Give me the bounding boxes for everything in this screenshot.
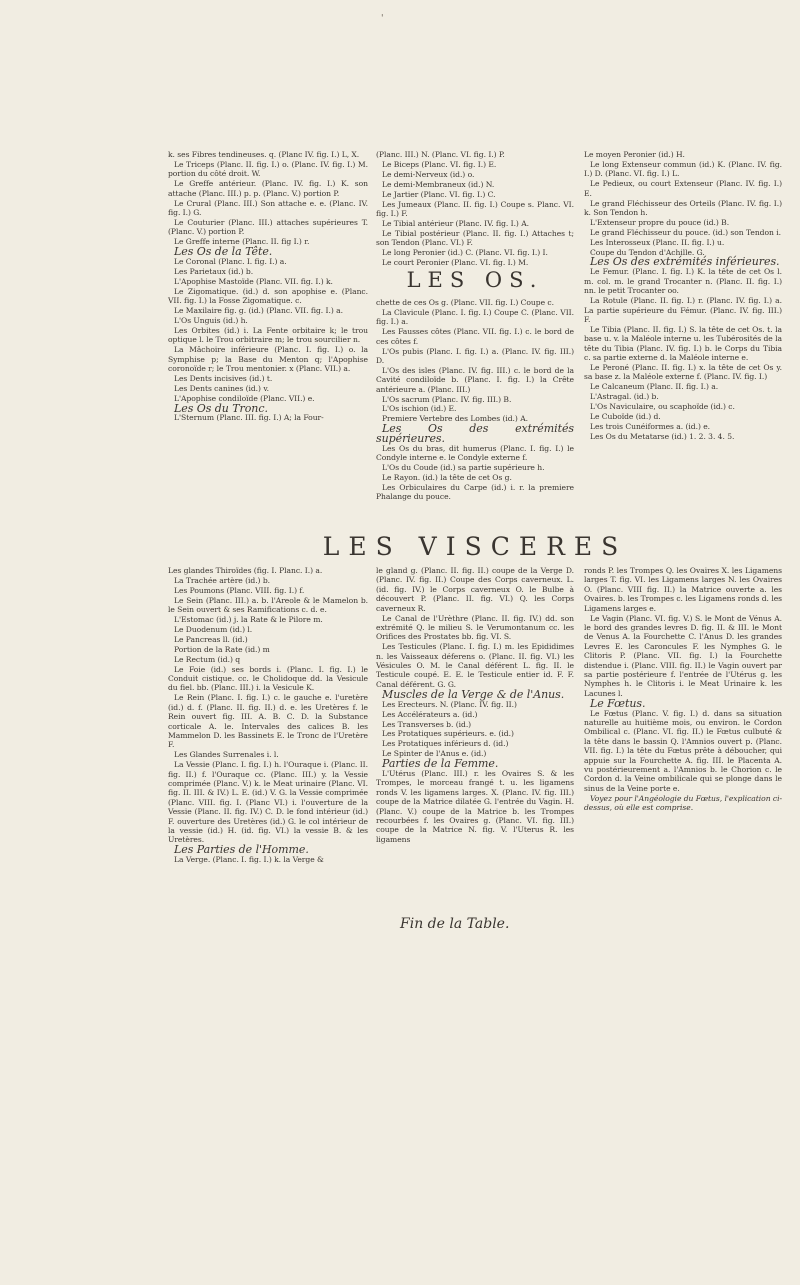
entry-text: Le Tibial postérieur (Planc. II. fig. I.) Attaches t; son Tendon (Planc. VI.) F. [376,228,574,248]
entry-text: L'Apophise Mastoïde (Planc. VII. fig. I.) k. [174,276,333,286]
entry-text: Le Duodenum (id.) l. [174,624,253,634]
extremites-inferieures-list [584,267,782,441]
entry-text: Les Protatiques supérieurs. e. (id.) [382,729,514,739]
entry-text: La Clavicule (Planc. I. fig. I.) Coupe C. (Planc. VII. fig. I.) a. [376,307,574,327]
entry-text: Le Femur. (Planc. I. fig. I.) K. la tête de cet Os l. m. col. m. le grand Trocanter n. (Planc. II. fig. I.) nn. le petit Trocanter oo. [584,267,782,296]
entry-text: Les Testicules (Planc. I. fig. I.) m. les Epididimes n. les Vaisseaux déferens o. (Planc. II. fig. VI.) les Vésicules O. M. le Canal déférent L. fig. II. le Testicule coupé. E. E. le Testicule entier id. F. F. Canal déférent. G. G. [376,642,574,689]
entry-text: Le Sein (Planc. III.) a. b. l'Areole & le Mamelon b. le Sein ouvert & ses Ramifications c. d. e. [168,595,368,615]
os-tronc-list-2 [376,298,574,424]
entry-text: Le Pedieux, ou court Extenseur (Planc. IV. fig. I.) E. [584,179,782,198]
entry-text: k. ses Fibres tendineuses. q. (Planc IV. fig. I.) L, X. [168,150,360,159]
entry-text: Les Orbites (id.) i. La Fente orbitaire k; le trou optique l. le Trou orbitraire m; le trou sourcilier n. [168,325,368,345]
entry-text: L'Os Unguis (id.) h. [174,315,248,325]
extremites-superieures-list [376,444,574,502]
entry-text: La Mâchoire inférieure (Planc. I. fig. I.) o. la Symphise p; la Base du Menton q; l'Apophise coronoïde r; le Trou mentonier. x (Planc. VII.) a. [168,345,368,373]
entry-text: Les Transverses b. (id.) [382,719,472,729]
top-column-2 [376,150,574,268]
entry-text: Les Interosseux (Planc. II. fig. I.) u. [590,237,725,247]
visceres-list-3 [584,566,782,698]
entry-text: L'Os sacrum (Planc. IV. fig. III.) B. [382,394,512,404]
entry-text: Le long Extenseur commun (id.) K. (Planc. IV. fig. I.) D. (Planc. VI. fig. I.) L. [584,159,782,179]
entry-text: Portion de la Rate (id.) m [174,644,270,654]
entry-text: L'Os des isles (Planc. IV. fig. III.) c. le bord de la Cavité condiloïde b. (Planc. I. fig. I.) la Crête antérieure a. (Planc. III.) [376,365,574,394]
entry-text: Le Foie (id.) ses bords i. (Planc. I. fig. I.) le Conduit cistique. cc. le Cholidoque dd. la Vesicule du fiel. bb. (Planc. III.) i. la Vesicule K. [168,664,368,693]
entry-text: L'Os du Coude (id.) sa partie supérieure h. [382,462,545,472]
entry-text: Les Protatiques inférieurs d. (id.) [382,739,509,749]
entry-text: Les Fausses côtes (Planc. VII. fig. I.) c. le bord de ces côtes f. [376,327,574,346]
parties-femme-list [376,769,574,844]
entry-text: Le Peroné (Planc. II. fig. I.) x. la tête de cet Os y. sa base z. la Maléole externe f. (Planc. IV. fig. I.) [584,362,782,382]
entry-text: Le Jartier (Planc. VI. fig. I.) C. [382,189,496,199]
entry-text: Les trois Cunéiformes a. (id.) e. [590,421,711,431]
entry-text: Le Greffe antérieur. (Planc. IV. fig. I.) K. son attache (Planc. III.) p. p. (Planc. V.) portion P. [168,179,368,198]
parties-homme-list [168,855,368,864]
entry-text: L'Os Naviculaire, ou scaphoïde (id.) c. [590,402,735,412]
muscles-list-1 [168,150,368,247]
entry-text: L'Os ischion (id.) E. [382,404,457,414]
entry-text: Le Vagin (Planc. VI. fig. V.) S. le Mont de Vénus A. le bord des grandes levres D. fig. II. & III. le Mont de Venus A. la Fourchette C. l'Anus D. les grandes Levres E. les Caroncules F. les Nymphes G. le Clitoris P. (Planc. VII. fig. I.) la Fourchette distendue i. (Planc. VIII. fig. II.) le Vagin ouvert par sa partie postérieure f. l'entrée de l'Utérus g. les Nymphes h. le Clitoris i. le Meat Urinaire k. les Lacunes l. [584,613,782,698]
entry-text: Le Canal de l'Urèthre (Planc. II. fig. IV.) dd. son extrémité Q. le milieu S. le Verumontanum cc. les Orifices des Prostates bb. fig. VI. S. [376,613,574,642]
entry-text: Le Greffe interne (Planc. II. fig I.) r. [174,237,310,247]
bottom-column-3 [584,566,782,813]
entry-text: La Rotule (Planc. II. fig. I.) r. (Planc. IV. fig. I.) a. La partie supérieure du Fémur. (Planc. IV. fig. III.) F. [584,296,782,324]
os-tronc-list [168,413,368,422]
entry-text: Le Crural (Planc. III.) Son attache e. e. (Planc. IV. fig. I.) G. [168,198,368,217]
section-title-extremites-superieures: Les Os des extrémités supérieures. [376,422,574,445]
entry-text: Le court Peronier (Planc. VI. fig. I.) M. [382,257,529,267]
entry-text: Premiere Vertebre des Lombes (id.) A. [382,414,528,424]
entry-text: Voyez pour l'Angéologie du Fœtus, l'explication ci-dessus, où elle est comprise. [584,793,782,813]
top-column-3 [584,150,782,442]
entry-text: Le Zigomatique. (id.) d. son apophise e. (Planc. VII. fig. I.) la Fosse Zigomatique. c. [168,286,368,306]
section-title-os-tronc: Les Os du Tronc. [174,401,268,415]
section-title-parties-femme: Parties de la Femme. [382,757,499,771]
top-column-1 [168,150,368,423]
entry-text: L'Extenseur propre du pouce (id.) B. [590,217,730,227]
entry-text: Les Jumeaux (Planc. II. fig. I.) Coupe s. Planc. VI. fig. I.) F. [376,199,574,218]
les-os-title: LES OS. [406,268,544,292]
entry-text: Le moyen Peronier (id.) H. [584,150,685,159]
entry-text: Le grand Fléchisseur du pouce. (id.) son Tendon i. [590,227,781,237]
section-title-os-tete: Les Os de la Tête. [174,245,273,259]
entry-text: Les Glandes Surrenales i. l. [174,750,279,760]
entry-text: L'Sternum (Planc. III. fig. I.) A; la Four- [174,413,324,423]
entry-text: Le grand Fléchisseur des Orteils (Planc. IV. fig. I.) k. Son Tendon h. [584,198,782,217]
entry-text: Le Couturier (Planc. III.) attaches supérieures T. (Planc. V.) portion P. [168,217,368,237]
entry-text: Le Rein (Planc. I. fig. I.) c. le gauche e. l'uretère (id.) d. f. (Planc. II. fig. II.) d. e. les Uretères f. le Rein ouvert fig. III. A. B. C. D. la Substance corticale A. le. Intervales des calices B. les Mammelon D. les Bassinets E. le Tronc de l'Uretère F. [168,693,368,750]
entry-text: Coupe du Tendon d'Achille. G. [590,247,705,257]
entry-text: Le Rectum (id.) q [174,654,241,664]
entry-text: Les Poumons (Planc. VIII. fig. I.) f. [174,585,305,595]
muscles-list-2 [376,150,574,267]
entry-text: (Planc. III.) N. (Planc. VI. fig. I.) P. [376,150,505,159]
entry-text: Le Cuboïde (id.) d. [590,411,661,421]
section-title-extremites-inferieures: Les Os des extrémités inférieures. [590,255,780,269]
entry-text: L'Astragal. (id.) b. [590,392,659,402]
muscles-verge-list [376,700,574,759]
section-title-foetus: Le Fœtus. [590,696,646,710]
foetus-list [584,709,782,813]
muscles-list-3 [584,150,782,257]
header-mark: ' [381,14,384,24]
section-title-parties-homme: Les Parties de l'Homme. [174,843,309,857]
entry-text: Les Parietaux (id.) b. [174,266,254,276]
entry-text: Le Fœtus (Planc. V. fig. I.) d. dans sa situation naturelle au huitième mois, ou environ. le Cordon Ombilical c. (Planc. VI. fig. II.) le Fœtus culbuté & la tête dans le bassin Q. l'Amnios ouvert p. (Planc. VII. fig. I.) la tête du Fœtus prête à déboucher, qui appuie sur la Fourchette A. fig. III. le Placenta A. vu postérieurement a. l'Amnios b. le Chorion c. le Cordon d. la Veine ombilicale qui se plonge dans le sinus de la Veine porte e. [584,708,782,793]
entry-text: Le Maxilaire fig. g. (id.) (Planc. VII. fig. I.) a. [174,306,343,315]
entry-text: L'Os pubis (Planc. I. fig. I.) a. (Planc. IV. fig. III.) D. [376,346,574,365]
entry-text: Les glandes Thiroïdes (fig. I. Planc. I.) a. [168,566,323,575]
entry-text: Le Spinter de l'Anus e. (id.) [382,749,487,759]
entry-text: La Vessie (Planc. I. fig. I.) h. l'Ouraque i. (Planc. II. fig. II.) f. l'Ouraque cc. (Planc. III.) y. la Vessie comprimée (Planc. V.) k. le Meat urinaire (Planc. VI. fig. II. III. & IV.) L. E. (id.) V. G. la Vessie comprimée (Planc. VIII. fig. I. (Planc VI.) i. l'ouverture de la Vessie (Planc. II. fig. IV.) C. D. le fond intérieur (id.) F. ouverture des Uretères (id.) G. le col intérieur de la vessie (id.) H. (id. fig. VI.) la vessie B. & les Uretères. [168,760,368,845]
entry-text: Le demi-Membraneux (id.) N. [382,179,495,189]
entry-text: Les Dents canines (id.) v. [174,383,270,393]
entry-text: Le Calcaneum (Planc. II. fig. I.) a. [590,382,719,392]
entry-text: L'Apophise condiloïde (Planc. VII.) e. [174,393,315,403]
entry-text: Le long Peronier (id.) C. (Planc. VI. fig. I.) I. [382,248,548,258]
les-visceres-title: LES VISCERES [322,532,628,561]
entry-text: Les Os du Metatarse (id.) 1. 2. 3. 4. 5. [590,431,735,441]
entry-text: Les Orbiculaires du Carpe (id.) i. r. la premiere Phalange du pouce. [376,482,574,502]
entry-text: Les Os du bras, dit humerus (Planc. I. fig. I.) le Condyle interne e. le Condyle externe f. [376,443,574,462]
top-column-2b [376,298,574,502]
entry-text: La Trachée artère (id.) b. [174,575,271,585]
entry-text: ronds P. les Trompes Q. les Ovaires X. les Ligamens larges T. fig. VI. les Ligamens larges N. les Ovaires O. (Planc. VIII fig. II.) la Matrice ouverte a. les Ovaires. b. les Trompes c. les Ligamens ronds d. les Ligamens larges e. [584,566,782,613]
entry-text: le gland g. (Planc. II. fig. II.) coupe de la Verge D. (Planc. IV. fig. II.) Coupe des Corps caverneux. L. (id. fig. IV.) le Corps caverneux O. le Bulbe à découvert P. (Planc. II. fig. VI.) Q. les Corps caverneux R. [376,566,574,613]
entry-text: Les Dents incisives (id.) t. [174,373,273,383]
visceres-list-1 [168,566,368,845]
entry-text: L'Estomac (id.) j. la Rate & le Pilore m. [174,615,323,625]
entry-text: chette de ces Os g. (Planc. VII. fig. I.) Coupe c. [376,298,554,307]
bottom-column-2 [376,566,574,845]
entry-text: Le Triceps (Planc. II. fig. I.) o. (Planc. IV. fig. I.) M. portion du côté droit. W. [168,159,368,179]
entry-text: Le Coronal (Planc. I. fig. I.) a. [174,256,287,266]
entry-text: La Verge. (Planc. I. fig. I.) k. la Verge & [174,855,324,865]
entry-text: Les Accélérateurs a. (id.) [382,709,478,719]
entry-text: Le Biceps (Planc. VI. fig. I.) E. [382,159,497,169]
entry-text: L'Utérus (Planc. III.) r. les Ovaires S. & les Trompes, le morceau frangé t. u. les ligamens ronds V. les ligamens larges. X. (Planc. IV. fig. III.) coupe de la Matrice dilatée G. l'entrée du Vagin. H. (Planc. V.) coupe de la Matrice b. les Trompes recourbées f. les Ovaires g. (Planc. VI. fig. III.) coupe de la Matrice N. fig. V. l'Uterus R. les ligamens [376,769,574,844]
entry-text: Le demi-Nerveux (id.) o. [382,169,475,179]
section-title-muscles-verge-anus: Muscles de la Verge & de l'Anus. [382,687,565,701]
entry-text: Les Erecteurs. N. (Planc. IV. fig. II.) [382,699,517,709]
os-tete-list [168,257,368,403]
entry-text: Le Tibia (Planc. II. fig. I.) S. la tête de cet Os. t. la base u. v. la Maléole interne u. les Tubérosités de la tête du Tibia (Planc. IV. fig. I.) b. le Corps du Tibia c. sa partie externe d. la Maléole interne e. [584,324,782,363]
entry-text: Le Tibial antérieur (Planc. IV. fig. I.) A. [382,218,530,228]
visceres-list-2 [376,566,574,689]
entry-text: Le Pancreas ll. (id.) [174,634,248,644]
bottom-column-1 [168,566,368,865]
fin-de-la-table: Fin de la Table. [400,916,510,932]
entry-text: Le Rayon. (id.) la tête de cet Os g. [382,472,512,482]
